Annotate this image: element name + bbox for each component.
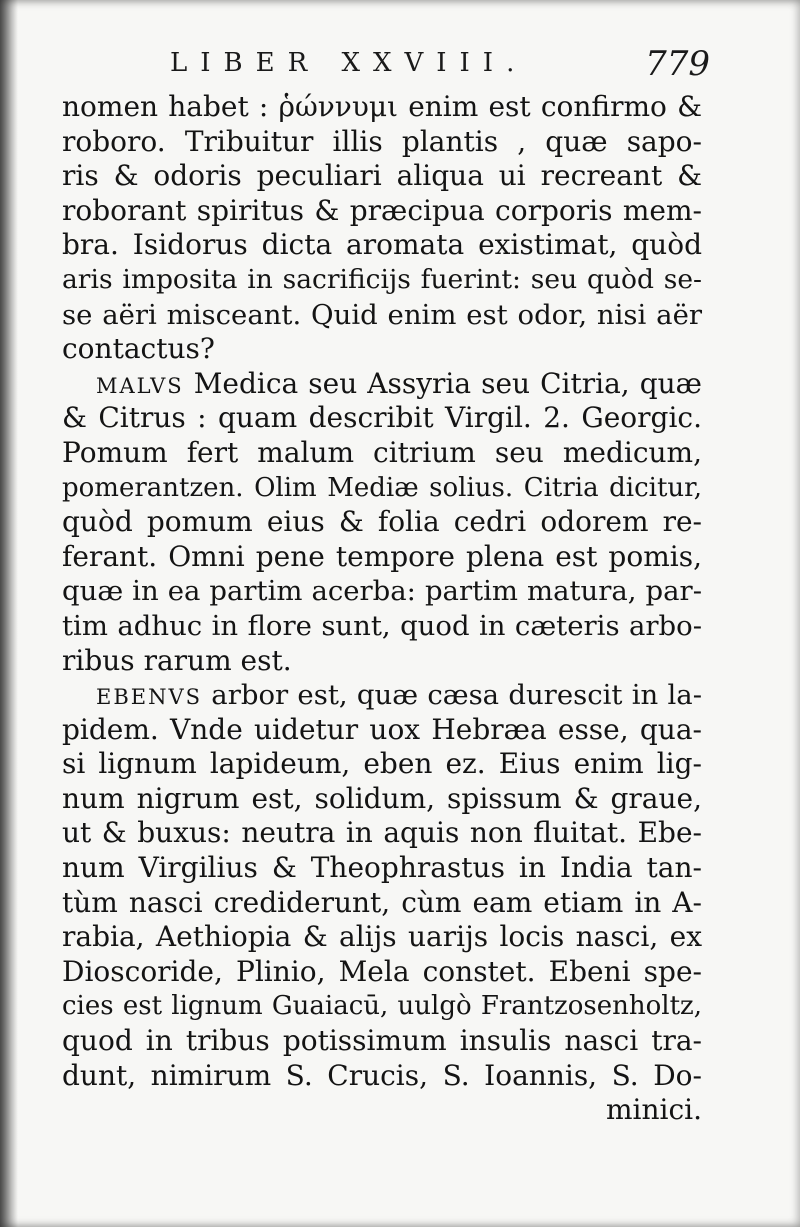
text-line: quod in tribus potissimum insulis nasci tra- bbox=[62, 1024, 702, 1058]
page-header bbox=[170, 44, 710, 84]
paragraph-first-line bbox=[62, 367, 702, 402]
text-line: pomerantzen. Olim Mediæ solius. Citria dicitur, bbox=[62, 472, 702, 503]
entry-heading: MALVS bbox=[96, 373, 184, 398]
text-line: contactus? bbox=[62, 332, 215, 366]
text-line: pidem. Vnde uidetur uox Hebræa esse, qua- bbox=[62, 712, 702, 746]
text-line: & Citrus : quam describit Virgil. 2. Georgic. bbox=[62, 401, 702, 435]
text-line: minici. bbox=[605, 1093, 702, 1127]
text-line: roboro. Tribuitur illis plantis , quæ sapo- bbox=[62, 124, 702, 158]
text-line: quòd pomum eius & folia cedri odorem re- bbox=[62, 505, 702, 539]
text-line: dunt, nimirum S. Crucis, S. Ioannis, S. Do- bbox=[62, 1058, 702, 1092]
text-line: roborant spiritus & præcipua corporis mem- bbox=[62, 193, 702, 227]
text-line: Dioscoride, Plinio, Mela constet. Ebeni spe- bbox=[62, 954, 702, 988]
text-line: num Virgilius & Theophrastus in India tan- bbox=[62, 851, 702, 885]
text-line: tùm nasci crediderunt, cùm eam etiam in A- bbox=[62, 885, 702, 919]
text-line: tim adhuc in flore sunt, quod in cæteris arbo- bbox=[62, 609, 702, 642]
text-line: ut & buxus: neutra in aquis non fluitat. Ebe- bbox=[62, 816, 702, 850]
entry-heading: EBENVS bbox=[96, 685, 203, 710]
text-line: num nigrum est, solidum, spissum & graue, bbox=[62, 781, 702, 815]
text-line: quæ in ea partim acerba: partim matura, par- bbox=[62, 575, 702, 608]
text-line: Medica seu Assyria seu Citria, quæ bbox=[183, 366, 702, 400]
text-line: si lignum lapideum, eben ez. Eius enim lig- bbox=[62, 747, 702, 781]
text-line: rabia, Aethiopia & alijs uarijs locis nasci, ex bbox=[62, 920, 702, 954]
text-line: bra. Isidorus dicta aromata existimat, quòd bbox=[62, 228, 702, 262]
paragraph-first-line bbox=[62, 678, 702, 713]
text-line: se aëri misceant. Quid enim est odor, nisi aër bbox=[62, 298, 702, 331]
page-number: 779 bbox=[645, 44, 710, 84]
text-line: aris imposita in sacrificijs fuerint: seu quòd se- bbox=[62, 263, 702, 295]
text-line: Pomum fert malum citrium seu medicum, bbox=[62, 435, 702, 469]
text-line: arbor est, quæ cæsa durescit in la- bbox=[202, 679, 702, 712]
running-title: LIBER XXVIII. bbox=[170, 48, 528, 78]
text-line: ribus rarum est. bbox=[62, 643, 292, 677]
text-line: ris & odoris peculiari aliqua ui recreant & bbox=[62, 159, 702, 193]
text-line: ferant. Omni pene tempore plena est pomis, bbox=[62, 539, 702, 573]
text-line: cies est lignum Guaiacū, uulgò Frantzosenholtz, bbox=[62, 991, 702, 1022]
body-text bbox=[62, 90, 702, 1128]
text-line: nomen habet : ῥώννυμι enim est confirmo & bbox=[62, 90, 702, 123]
